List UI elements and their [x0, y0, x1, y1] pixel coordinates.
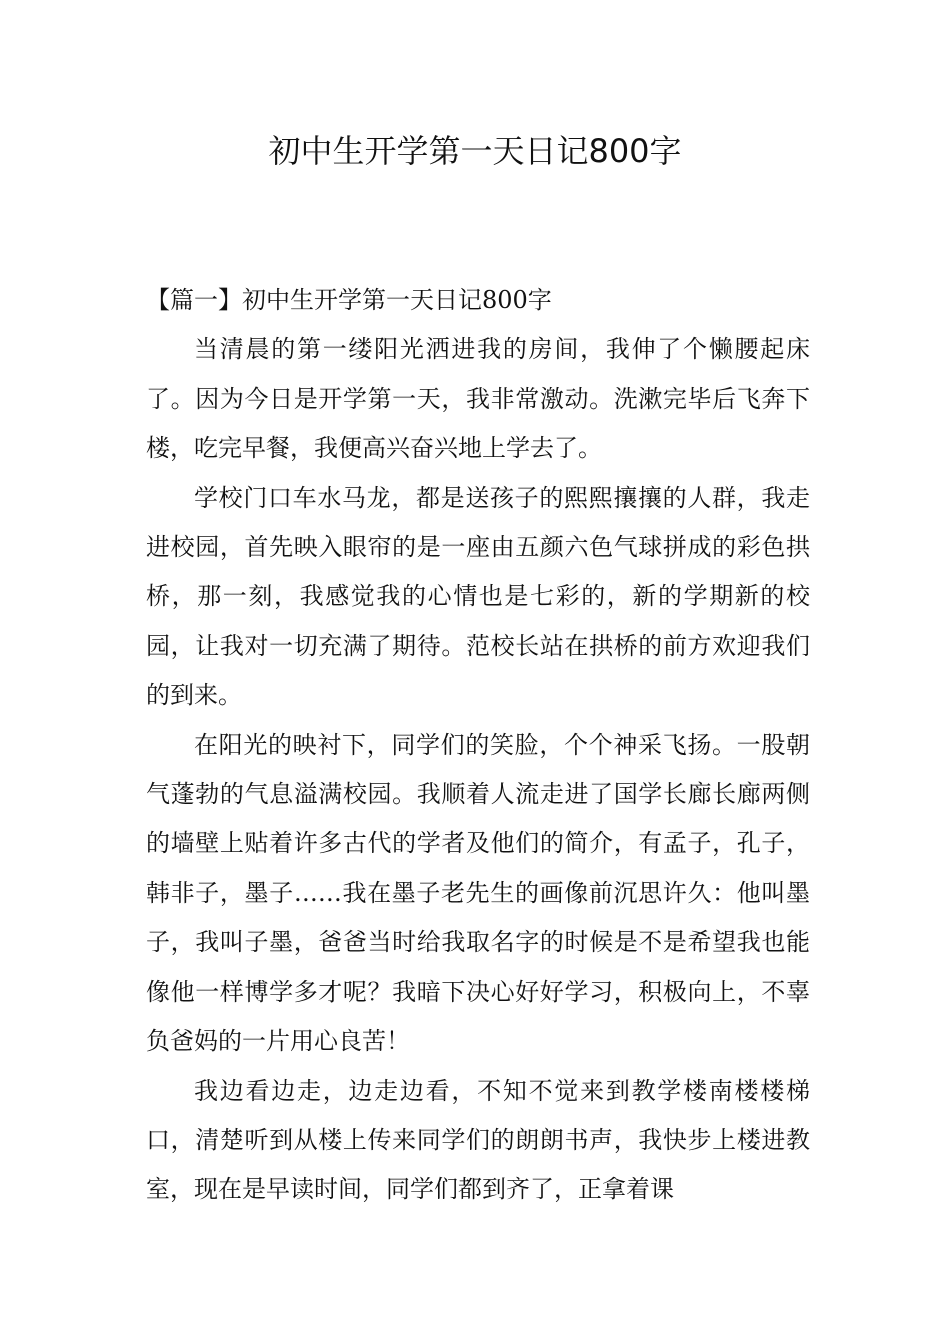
paragraph-2: 学校门口车水马龙，都是送孩子的熙熙攘攘的人群，我走进校园，首先映入眼帘的是一座由五颜六色气球拼成的彩色拱桥，那一刻，我感觉我的心情也是七彩的，新的学期新的校园，让我对一切充满了期待。范校长站在拱桥的前方欢迎我们的到来。	[146, 483, 810, 710]
paragraph-4: 我边看边走，边走边看，不知不觉来到教学楼南楼楼梯口，清楚听到从楼上传来同学们的朗朗书声，我快步上楼进教室，现在是早读时间，同学们都到齐了，正拿着课	[146, 1076, 810, 1204]
section-heading: 【篇一】初中生开学第一天日记800字	[146, 286, 552, 314]
document-body	[146, 276, 810, 1215]
document-title: 初中生开学第一天日记800字	[268, 132, 682, 170]
paragraph-3: 在阳光的映衬下，同学们的笑脸，个个神采飞扬。一股朝气蓬勃的气息溢满校园。我顺着人流走进了国学长廊长廊两侧的墙壁上贴着许多古代的学者及他们的简介，有孟子，孔子，韩非子，墨子……我在墨子老先生的画像前沉思许久：他叫墨子，我叫子墨，爸爸当时给我取名字的时候是不是希望我也能像他一样博学多才呢？我暗下决心好好学习，积极向上，不辜负爸妈的一片用心良苦！	[146, 730, 810, 1056]
paragraph-1: 当清晨的第一缕阳光洒进我的房间，我伸了个懒腰起床了。因为今日是开学第一天，我非常激动。洗漱完毕后飞奔下楼，吃完早餐，我便高兴奋兴地上学去了。	[146, 335, 810, 463]
